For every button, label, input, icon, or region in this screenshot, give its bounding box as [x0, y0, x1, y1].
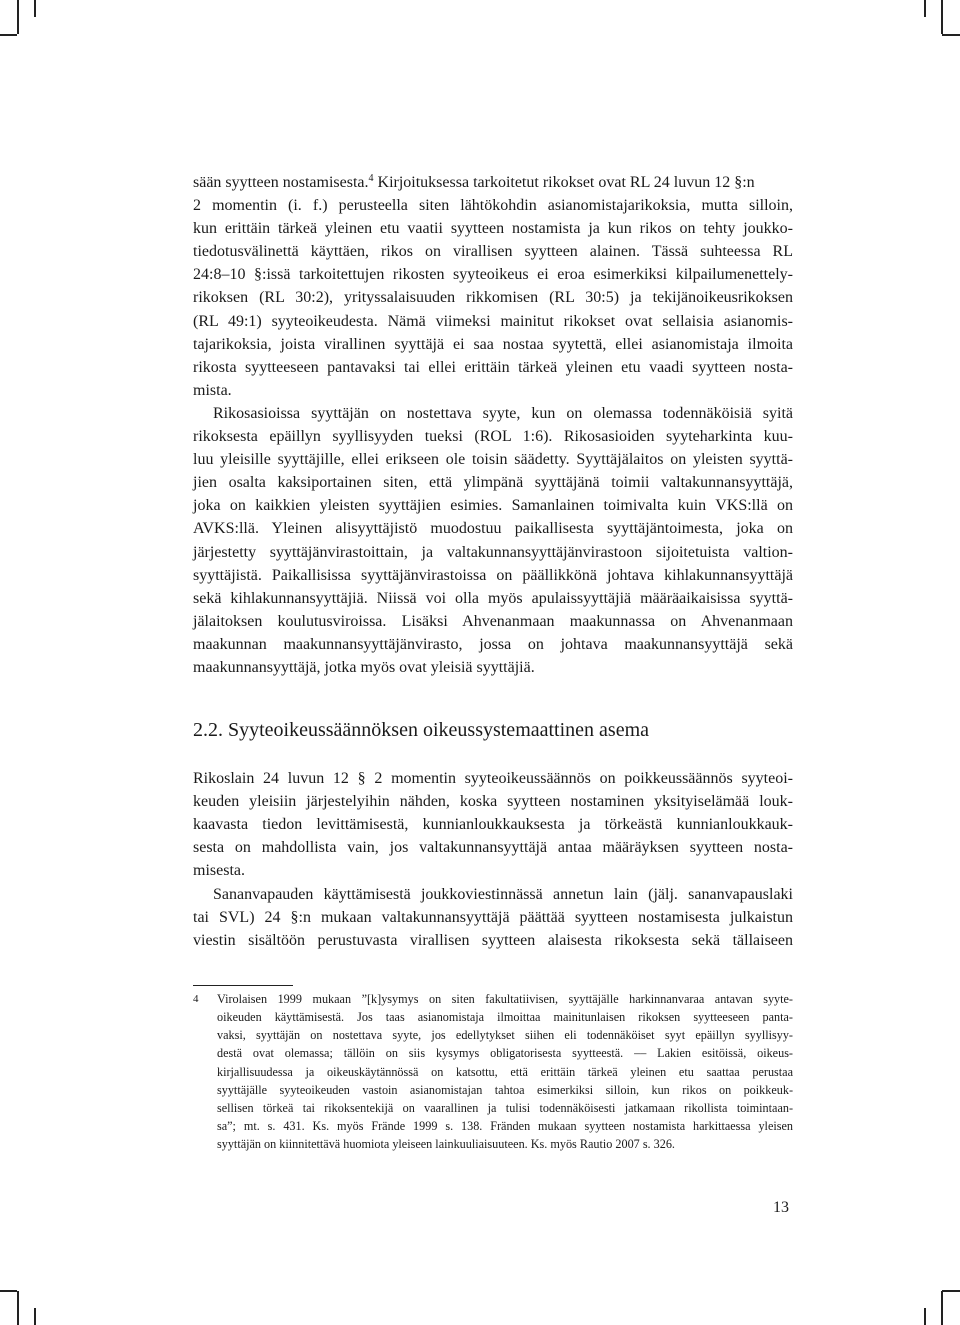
paragraph-3: [193, 767, 793, 882]
footnote-line: oikeuden käyttämisestä. Jos taas asianomistaja ilmoittaa mainitunlaisen rikoksen syytteeseen panta-: [217, 1010, 793, 1025]
footnote-reference[interactable]: 4: [368, 173, 374, 184]
paragraph-line: sesta on mahdollista vain, jos valtakunnansyyttäjä antaa määräyksen syytteen nosta-: [193, 839, 793, 857]
paragraph-line: Sananvapauden käyttämisestä joukkoviestinnässä annetun lain (jälj. sananvapauslaki: [213, 886, 793, 903]
crop-mark-bottom-left-horizontal: [0, 1290, 17, 1292]
paragraph-line: jälaitoksen koulutusviroissa. Lisäksi Ahvenanmaan maakunnassa on Ahvenanmaan: [193, 612, 793, 630]
paragraph-line: AVKS:llä. Yleinen alisyyttäjistö muodostuu paikallisesta syyttäjäntoimesta, joka on: [193, 520, 793, 538]
paragraph-line: (RL 49:1) syyteoikeudesta. Nämä viimeksi mainitut rikokset ovat sellaisia asianomis-: [193, 312, 793, 330]
page-number: 13: [773, 1199, 789, 1216]
footnote-number: 4: [193, 993, 199, 1005]
paragraph-line: tai SVL) 24 §:n mukaan valtakunnansyyttäjä päättää syytteen nostamisesta julkaistun: [193, 909, 793, 927]
paragraph-line: rikoksesta epäillyn syyllisyyden tueksi (ROL 1:6). Rikosasioiden syyteharkinta kuu-: [193, 428, 793, 446]
paragraph-line: 2 momentin (i. f.) perusteella siten lähtökohdin asianomistajarikoksia, mutta silloin,: [193, 197, 793, 215]
crop-mark-bottom-left-vertical: [17, 1291, 19, 1325]
paragraph-2: [193, 402, 793, 679]
paragraph-line: maakunnan maakunnansyyttäjänvirasto, jossa on johtava maakunnansyyttäjä sekä: [193, 635, 793, 653]
paragraph-4: [193, 883, 793, 952]
footnote-line: syyttäjän on kiinnitettävä huomiota yleiseen lainkuuliaisuuteen. Ks. myös Rautio 2007 s. 326.: [217, 1137, 675, 1152]
footnote-line: sellisen törkeä tai rikoksentekijä on vaarallinen ja tulisi todennäköisesti jatkamaan rikollista toimintaan-: [217, 1100, 793, 1115]
paragraph-line: rikosta syytteeseen pantavaksi tai ellei erittäin tärkeä yleinen etu vaadi syytteen nosta-: [193, 358, 793, 376]
footnote-divider: [193, 985, 293, 986]
paragraph-line: tajarikoksia, joista virallinen syyttäjä ei saa nostaa syytettä, ellei asianomistaja ilmoita: [193, 335, 793, 353]
paragraph-line: tiedotusvälinettä käyttäen, rikos on virallisen syytteen alainen. Tässä suhteessa RL: [193, 243, 793, 261]
paragraph-line: mista.: [193, 381, 232, 399]
paragraph-line: järjestetty syyttäjänvirastoittain, ja valtakunnansyyttäjänvirastoon sijoitetuista valtion-: [193, 543, 793, 561]
paragraph-line: keuden yleisiin järjestelyihin nähden, koska syytteen nostaminen yksityiselämää louk-: [193, 793, 793, 811]
paragraph-line: Rikoslain 24 luvun 12 § 2 momentin syyteoikeussäännös on poikkeussäännös syyteoi-: [193, 770, 793, 787]
crop-mark-bottom-right-vertical: [941, 1291, 943, 1325]
footnote-line: destä ovat olemassa; tällöin on siis kysymys obligatorisesta syytteestä. –– Lakien esitöissä, oikeus-: [217, 1046, 793, 1061]
paragraph-line: syyttäjistä. Paikallisissa syyttäjänvirastoissa on päällikkönä johtava kihlakunnansyyttäjä: [193, 566, 793, 584]
footnote-line: Virolaisen 1999 mukaan ”[k]ysymys on siten fakultatiivisen, syyttäjälle harkinnanvaraa antavan syyte-: [217, 992, 793, 1006]
crop-mark-top-right-inner: [924, 0, 926, 17]
crop-mark-bottom-left-inner: [34, 1308, 36, 1325]
paragraph-line: misesta.: [193, 862, 245, 880]
footnote-line: syyttäjälle syyteoikeuden vastoin asianomistajan tahtoa esimerkiksi silloin, kun rikos on poikkeuk-: [217, 1082, 793, 1097]
crop-mark-top-right-vertical: [941, 0, 943, 34]
paragraph-line: rikoksen (RL 30:2), yrityssalaisuuden rikkomisen (RL 30:5) ja tekijänoikeusrikoksen: [193, 289, 793, 307]
paragraph-line: 24:8–10 §:issä tarkoitettujen rikosten syyteoikeus ei eroa esimerkiksi kilpailumenettely-: [193, 266, 793, 284]
footnote-line: kirjallisuudessa ja oikeuskäytännössä on katsottu, että erittäin tärkeä yleinen etu saattaa perustaa: [217, 1064, 793, 1079]
paragraph-line: sekä kihlakunnansyyttäjiä. Niissä voi olla myös apulaissyyttäjiä määräaikaisissa syyttä-: [193, 589, 793, 607]
paragraph-1: [193, 171, 793, 402]
crop-mark-bottom-right-inner: [924, 1308, 926, 1325]
crop-mark-bottom-right-horizontal: [942, 1290, 960, 1292]
crop-mark-top-left-vertical: [17, 0, 19, 34]
paragraph-line: kun erittäin tärkeä yleinen etu vaatii syytteen nostamista ja kun rikos on tehty joukko-: [193, 220, 793, 238]
paragraph-line: maakunnansyyttäjä, jotka myös ovat yleisiä syyttäjiä.: [193, 659, 535, 677]
section-heading: 2.2. Syyteoikeussäännöksen oikeussystemaattinen asema: [193, 719, 650, 741]
crop-mark-top-left-horizontal: [0, 34, 17, 36]
paragraph-line: luu yleisille syyttäjille, ellei erikseen ole toisin säädetty. Syyttäjälaitos on yleisten syyttä-: [193, 451, 793, 469]
footnote-line: vaksi, syyttäjän on nostettava syyte, jos edellytykset siihen eli todennäköiset syyt epäillyn syyllisyy-: [217, 1028, 793, 1043]
crop-mark-top-left-inner: [34, 0, 36, 17]
paragraph-line: sään syytteen nostamisesta.$^4$ Kirjoituksessa tarkoitetut rikokset ovat RL 24 luvun 12 §:n: [193, 173, 755, 191]
paragraph-line: jien osalta kaksiportainen siten, että ylimpänä syyttäjänä toimii valtakunnansyyttäjä,: [193, 474, 793, 492]
paragraph-line: viestin sisältöön perustuvasta virallisen syytteen alaisesta rikoksesta sekä tällaiseen: [193, 932, 793, 950]
paragraph-line: joka on kaikkien yleisten syyttäjien esimies. Samanlainen toimivalta kuin VKS:llä on: [193, 497, 793, 515]
footnote-line: sa”; mt. s. 431. Ks. myös Frände 1999 s. 138. Fränden mukaan syytteen nostamista harkittaessa yleisen: [217, 1118, 793, 1133]
crop-mark-top-right-horizontal: [942, 34, 960, 36]
paragraph-line: Rikosasioissa syyttäjän on nostettava syyte, kun on olemassa todennäköisiä syitä: [213, 405, 793, 422]
footnote: [193, 990, 793, 1153]
paragraph-line: kaavasta tiedon levittämisestä, kunnianloukkauksesta ja törkeästä kunnianloukkauk-: [193, 816, 793, 834]
footnote-body: [217, 990, 793, 1153]
